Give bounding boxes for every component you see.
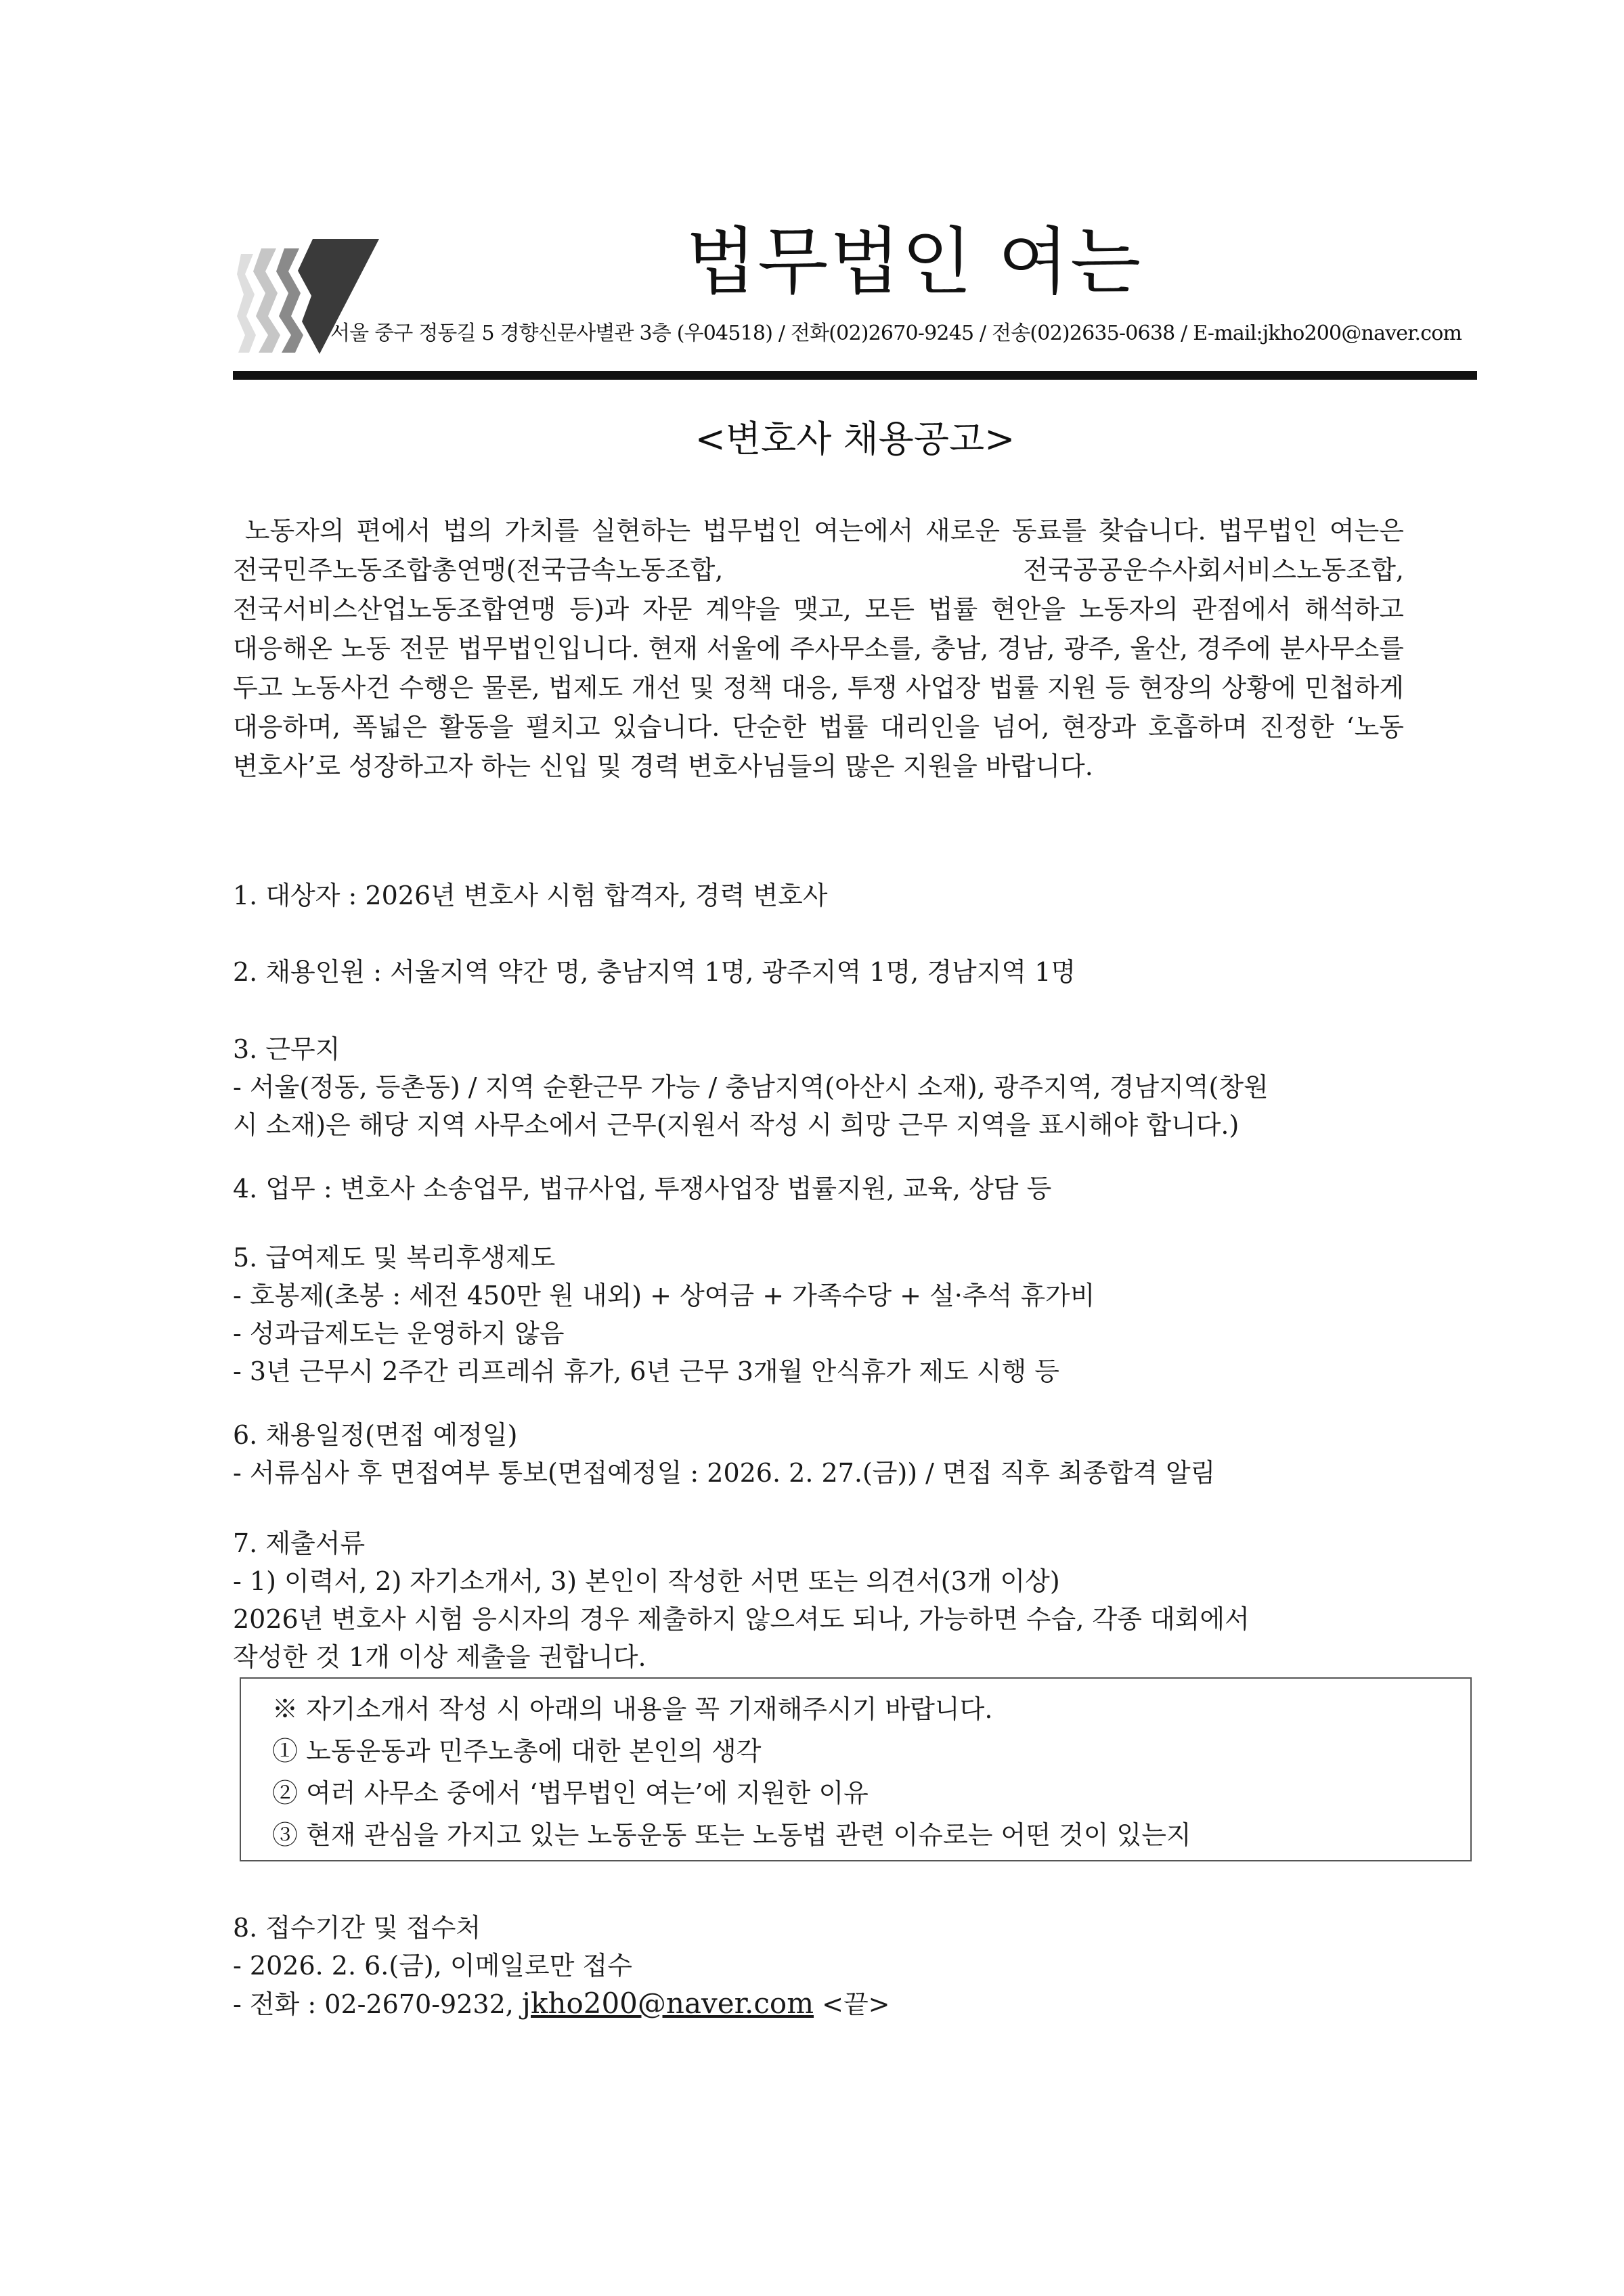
- section-8-title: 8. 접수기간 및 접수처: [233, 1913, 481, 1943]
- intro-paragraph: [233, 511, 1404, 786]
- section-3-title: 3. 근무지: [233, 1034, 341, 1064]
- section-6: [233, 1416, 1404, 1492]
- page-title: <변호사 채용공고>: [695, 418, 1015, 460]
- end-mark: <끝>: [822, 1989, 890, 2019]
- section-6-line: - 서류심사 후 면접여부 통보(면접예정일 : 2026. 2. 27.(금)) / 면접 직후 최종합격 알림: [233, 1458, 1216, 1488]
- section-7-title: 7. 제출서류: [233, 1528, 366, 1558]
- section-8: [233, 1909, 1404, 2023]
- section-2-text: 2. 채용인원 : 서울지역 약간 명, 충남지역 1명, 광주지역 1명, 경남지역 1명: [233, 957, 1076, 987]
- section-7: [233, 1524, 1404, 1676]
- section-5: [233, 1239, 1404, 1390]
- section-3-line: - 서울(정동, 등촌동) / 지역 순환근무 가능 / 충남지역(아산시 소재), 광주지역, 경남지역(창원: [233, 1072, 1269, 1102]
- section-4: [233, 1170, 1404, 1208]
- section-8-contact: [233, 1985, 1404, 2023]
- section-5-line: - 3년 근무시 2주간 리프레쉬 휴가, 6년 근무 3개월 안식휴가 제도 시행 등: [233, 1356, 1059, 1386]
- header-divider: [233, 371, 1477, 380]
- section-5-line: - 호봉제(초봉 : 세전 450만 원 내외) + 상여금 + 가족수당 + 설·추석 휴가비: [233, 1281, 1095, 1310]
- notice-box-item: ② 여러 사무소 중에서 ‘법무법인 여는’에 지원한 이유: [272, 1778, 869, 1808]
- notice-box-item: ③ 현재 관심을 가지고 있는 노동운동 또는 노동법 관련 이슈로는 어떤 것이 있는지: [272, 1820, 1191, 1850]
- section-3-line: 시 소재)은 해당 지역 사무소에서 근무(지원서 작성 시 희망 근무 지역을 표시해야 합니다.): [233, 1110, 1239, 1140]
- email-link[interactable]: jkho200@naver.com: [521, 1987, 814, 2020]
- notice-box-item: ① 노동운동과 민주노총에 대한 본인의 생각: [272, 1736, 762, 1766]
- section-3: [233, 1030, 1404, 1144]
- section-1-text: 1. 대상자 : 2026년 변호사 시험 합격자, 경력 변호사: [233, 881, 828, 910]
- section-6-title: 6. 채용일정(면접 예정일): [233, 1420, 518, 1450]
- section-1: [233, 877, 1404, 914]
- firm-name: 법무법인 여는: [685, 220, 1143, 305]
- firm-address: 서울 중구 정동길 5 경향신문사별관 3층 (우04518) / 전화(02)2670-9245 / 전송(02)2635-0638 / E-mail:jkho200@naver.com: [330, 322, 1462, 345]
- intro-text: 노동자의 편에서 법의 가치를 실현하는 법무법인 여는에서 새로운 동료를 찾습니다. 법무법인 여는은 전국민주노동조합총연맹(전국금속노동조합, 전국공공운수사회서비스노동조합, 전국서비스산업노동조합연맹 등)과 자문 계약을 맺고, 모든 법률 현안을 노동자의 관점에서 해석하고 대응해온 노동 전문 법무법인입니다. 현재 서울에 주사무소를, 충남, 경남, 광주, 울산, 경주에 분사무소를 두고 노동사건 수행은 물론, 법제도 개선 및 정책 대응, 투쟁 사업장 법률 지원 등 현장의 상황에 민첩하게 대응하며, 폭넓은 활동을 펼치고 있습니다. 단순한 법률 대리인을 넘어, 현장과 호흡하며 진정한 ‘노동 변호사’로 성장하고자 하는 신입 및 경력 변호사님들의 많은 지원을 바랍니다.: [233, 516, 1404, 781]
- section-4-text: 4. 업무 : 변호사 소송업무, 법규사업, 투쟁사업장 법률지원, 교육, 상담 등: [233, 1174, 1052, 1204]
- section-5-line: - 성과급제도는 운영하지 않음: [233, 1319, 565, 1348]
- section-7-line: 작성한 것 1개 이상 제출을 권합니다.: [233, 1642, 646, 1672]
- section-8-line: - 2026. 2. 6.(금), 이메일로만 접수: [233, 1951, 632, 1981]
- notice-box-heading: ※ 자기소개서 작성 시 아래의 내용을 꼭 기재해주시기 바랍니다.: [272, 1694, 993, 1724]
- section-5-title: 5. 급여제도 및 복리후생제도: [233, 1243, 556, 1273]
- notice-box: [240, 1677, 1472, 1861]
- section-7-line: 2026년 변호사 시험 응시자의 경우 제출하지 않으셔도 되나, 가능하면 수습, 각종 대회에서: [233, 1604, 1250, 1634]
- section-7-line: - 1) 이력서, 2) 자기소개서, 3) 본인이 작성한 서면 또는 의견서(3개 이상): [233, 1566, 1060, 1596]
- section-2: [233, 953, 1404, 991]
- phone-number: - 전화 : 02-2670-9232,: [233, 1989, 514, 2019]
